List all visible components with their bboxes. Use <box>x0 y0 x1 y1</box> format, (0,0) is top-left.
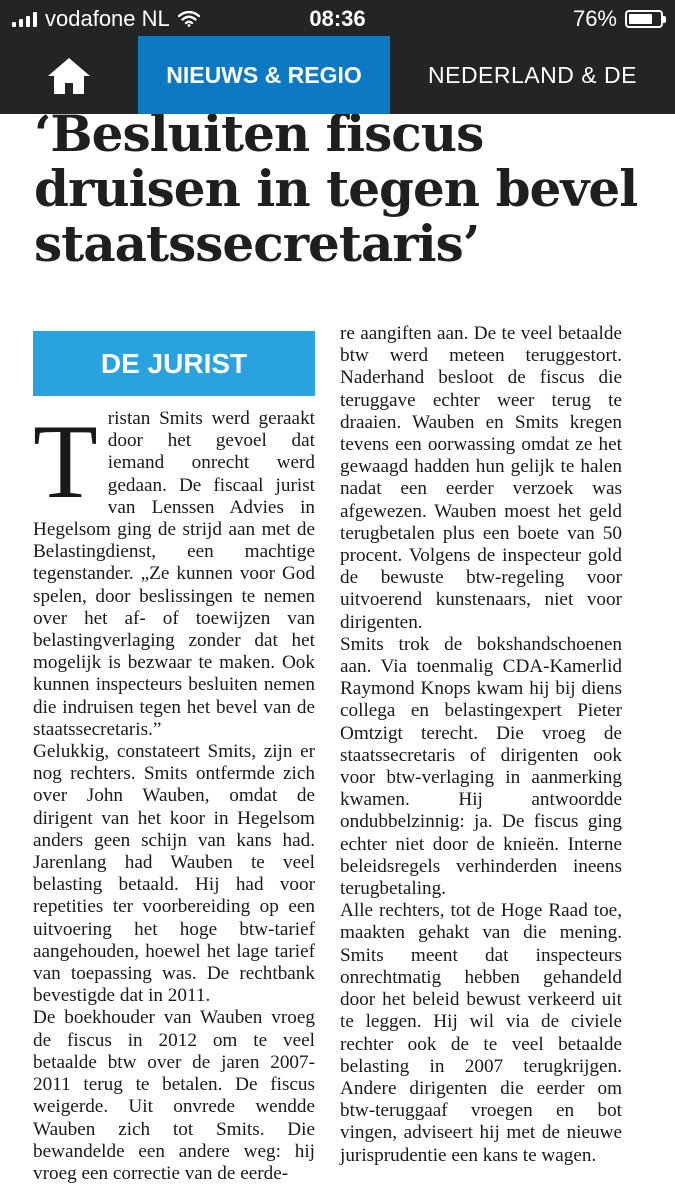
article-paragraph: Alle rechters, tot de Hoge Raad toe, maakten gehakt van die mening. Smits meent dat inspecteurs onrechtmatig hebben gehandeld door het beleid bewust verkeerd uit te leggen. Hij wil via de civiele rechter ook de te veel betaalde belasting in 2007 terugkrijgen. Andere dirigenten die eerder om btw-teruggaaf vroegen en bot vingen, adviseert hij met de nieuwe jurisprudentie een kans te wagen. <box>340 900 622 1166</box>
rubric-label: DE JURIST <box>33 331 315 396</box>
battery-percentage: 76% <box>572 6 617 31</box>
article-column-left <box>33 403 315 1185</box>
drop-cap: T <box>33 403 98 520</box>
section-navigation <box>0 36 675 114</box>
article-paragraph: De boekhouder van Wauben vroeg de fiscus in 2012 om te veel betaalde btw over de jaren 2007-2011 terug te betalen. De fiscus weigerde. Uit onvrede wendde Wauben zich tot Smits. Die bewandelde een andere weg: hij vroeg een correctie van de eerde- <box>33 1007 315 1184</box>
battery-icon <box>625 10 663 28</box>
article-paragraph: re aangiften aan. De te veel betaalde btw werd meteen teruggestort. Naderhand besloot de fiscus die teruggave echter weer terug te draaien. Wauben en Smits kregen tevens een oorwassing omdat ze het gewaagd hadden hun gelijk te halen nadat een eerder verzoek was afgewezen. Wauben moest het geld terugbetalen plus een boete van 50 procent. Volgens de inspecteur gold de bewuste btw-regeling voor uitvoerend kunstenaars, niet voor dirigenten. <box>340 323 622 633</box>
paragraph-text: ristan Smits werd geraakt door het gevoel dat iemand onrecht werd gedaan. De fiscaal jurist van Lenssen Advies in Hegelsom ging de strijd aan met de Belastingdienst, een machtige tegenstander. „Ze kunnen voor God spelen, door beslissingen te nemen over het af- of toewijzen van belastingverlaging zonder dat het mogelijk is bezwaar te maken. Ook kunnen inspecteurs besluiten nemen die indruisen tegen het bevel van de staatssecretaris.” <box>33 408 315 740</box>
tab-nieuws-regio[interactable]: NIEUWS & REGIO <box>138 36 390 114</box>
tab-nederland[interactable]: NEDERLAND & DE <box>428 62 637 88</box>
article <box>0 114 675 1200</box>
carrier-name: vodafone NL <box>45 6 170 31</box>
article-column-right <box>340 323 622 1167</box>
clock: 08:36 <box>309 6 366 31</box>
article-paragraph: Smits trok de bokshandschoenen aan. Via toenmalig CDA-Kamerlid Raymond Knops kwam hij bij diens collega en belastingexpert Pieter Omtzigt terecht. Die vroeg de staatssecretaris of dirigenten ook voor btw-verlaging in aanmerking kwamen. Hij antwoordde ondubbelzinnig: ja. De fiscus ging echter niet door de knieën. Interne beleidsregels verhinderden ineens terugbetaling. <box>340 633 622 900</box>
article-paragraph: Gelukkig, constateert Smits, zijn er nog rechters. Smits ontfermde zich over John Wauben, omdat de dirigent van het koor in Hegelsom anders geen schijn van kans had. Jarenlang had Wauben te veel belasting betaald. Hij had voor repetities ter voorbereiding op een uitvoering het hoge btw-tarief aangehouden, hoewel het lage tarief van toepassing was. De rechtbank bevestigde dat in 2011. <box>33 741 315 1007</box>
home-icon[interactable] <box>46 56 92 96</box>
battery-info <box>573 6 663 32</box>
battery-fill <box>629 14 652 24</box>
article-paragraph <box>33 403 315 741</box>
article-headline: ‘Besluiten fiscus druisen in tegen bevel staatssecretaris’ <box>34 114 638 273</box>
status-bar <box>0 0 675 36</box>
